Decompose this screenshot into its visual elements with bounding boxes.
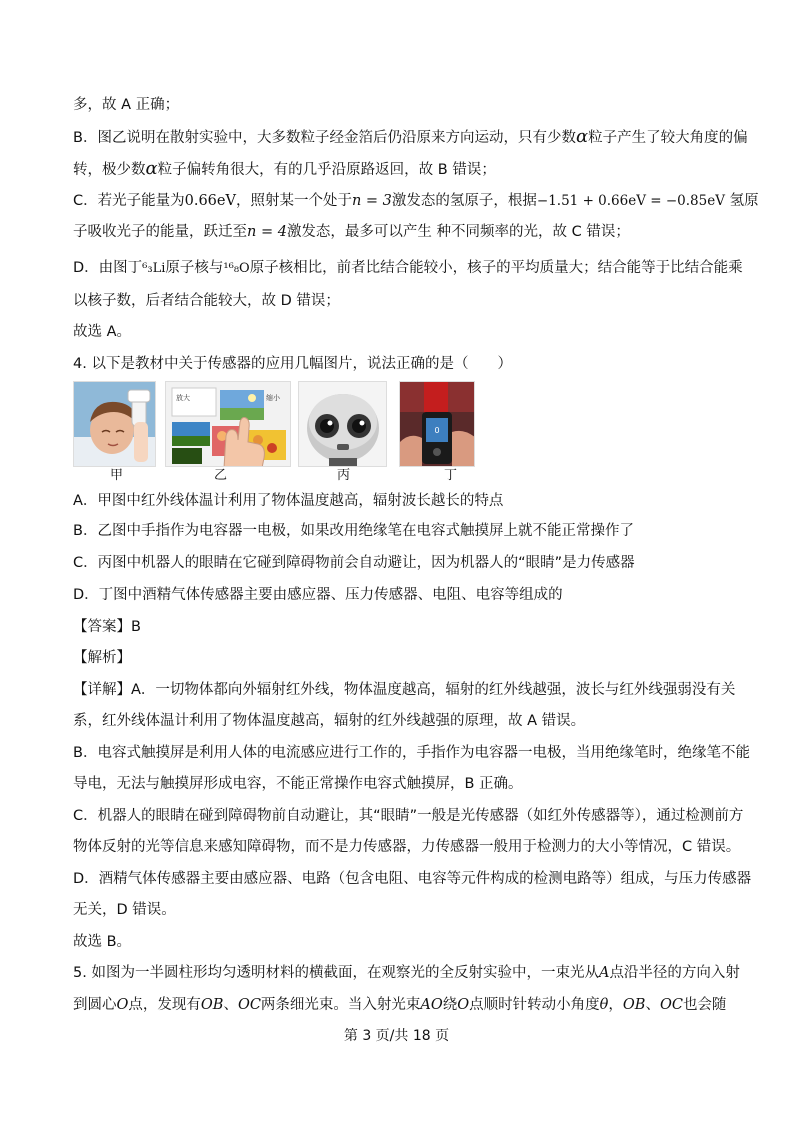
- alpha-symbol: α: [145, 158, 158, 179]
- caption-jia: 甲: [110, 468, 124, 483]
- nuclide-o: ¹⁶₈O: [223, 261, 250, 276]
- text: 原子核相比，前者比结合能较小，核子的平均质量大；结合能等于比结合能乘: [249, 260, 743, 276]
- caption-bing: 丙: [337, 468, 351, 483]
- text: 物体反射的光等信息来感知障碍物，而不是力传感器，力传感器一般用于检测力的大小等情况，C 错误。: [73, 839, 741, 855]
- question-5-stem: [73, 963, 740, 983]
- formula: 0.66eV: [184, 193, 236, 209]
- text-line: [73, 932, 131, 952]
- formula: n = 4: [247, 224, 287, 240]
- option-b: [73, 521, 634, 541]
- zoom-out-label: 缩小: [266, 394, 280, 402]
- text-line: [73, 127, 748, 148]
- text: 无关，D 错误。: [73, 902, 176, 918]
- text: 4. 以下是教材中关于传感器的应用几幅图片，说法正确的是（ ）: [73, 356, 512, 372]
- text-line: [73, 837, 740, 857]
- text: 子吸收光子的能量，跃迁至: [73, 224, 247, 240]
- meter-reading: 0: [434, 426, 440, 435]
- text-line: [73, 222, 630, 242]
- text-line: [73, 711, 585, 731]
- text: C．丙图中机器人的眼睛在它碰到障碍物前会自动避让，因为机器人的“眼睛”是力传感器: [73, 555, 635, 571]
- alpha-symbol: α: [575, 126, 589, 147]
- figure-jia-thermometer: [73, 381, 156, 467]
- text: 氢原: [729, 193, 759, 209]
- text: 点，发现有: [128, 997, 201, 1013]
- page-footer: 第 3 页/共 18 页: [343, 1028, 450, 1044]
- text: 5. 如图为一半圆柱形均匀透明材料的横截面，在观察光的全反射实验中，一束光从: [73, 965, 599, 981]
- text: D．酒精气体传感器主要由感应器、电路（包含电阻、电容等元件构成的检测电路等）组成，与压力传感器: [73, 871, 752, 887]
- text: 导电，无法与触摸屏形成电容，不能正常操作电容式触摸屏，B 正确。: [73, 776, 523, 792]
- text-line: [73, 258, 743, 279]
- answer: [73, 617, 141, 637]
- point-label: O: [116, 997, 129, 1013]
- figure-yi-touchscreen: [165, 381, 291, 467]
- text-line: [73, 159, 496, 180]
- text-line: [73, 869, 751, 889]
- text: 粒子偏转角很大，有的几乎沿原路返回，故 B 错误；: [157, 162, 496, 178]
- text-line: [73, 95, 179, 115]
- sensor-figures: [73, 381, 503, 467]
- point-label: O: [457, 997, 470, 1013]
- text: D．丁图中酒精气体传感器主要由感应器、压力传感器、电阻、电容等组成的: [73, 587, 563, 603]
- text-line: [73, 191, 759, 211]
- text: 【答案】B: [73, 619, 141, 635]
- text: B．乙图中手指作为电容器一电极，如果改用绝缘笔在电容式触摸屏上就不能正常操作了: [73, 523, 634, 539]
- text: B．电容式触摸屏是利用人体的电流感应进行工作的，手指作为电容器一电极，当用绝缘笔时，绝缘笔不能: [73, 745, 750, 761]
- analysis-heading: [73, 648, 131, 668]
- text: C．若光子能量为: [73, 193, 185, 209]
- text: 【解析】: [73, 650, 131, 666]
- nuclide-li: ⁶₃Li: [142, 261, 166, 276]
- text: 绕: [442, 997, 458, 1013]
- text: ，: [608, 997, 623, 1013]
- text: D．由图丁: [73, 260, 143, 276]
- text-line: [73, 680, 735, 700]
- beam-label: OC: [659, 997, 683, 1013]
- text: 激发态的氢原子，根据: [391, 193, 537, 209]
- text: 两条细光束。当入射光束: [260, 997, 421, 1013]
- caption-yi: 乙: [214, 468, 228, 483]
- text-line: [73, 774, 523, 794]
- text-line: [73, 322, 131, 342]
- text: 点沿半径的方向入射: [609, 965, 740, 981]
- text-line: [73, 743, 750, 763]
- figure-ding-alcohol-sensor: [399, 381, 475, 467]
- text: 粒子产生了较大角度的偏: [588, 130, 748, 146]
- beam-label: AO: [420, 997, 443, 1013]
- text: A．甲图中红外线体温计利用了物体温度越高，辐射波长越长的特点: [73, 493, 504, 509]
- text: 故选 A。: [73, 324, 132, 340]
- text: 原子核与: [165, 260, 224, 276]
- point-label: A: [598, 965, 610, 981]
- text: B．图乙说明在散射实验中，大多数粒子经金箔后仍沿原来方向运动，只有少数: [73, 130, 576, 146]
- formula: −1.51 + 0.66eV = −0.85eV: [536, 193, 725, 209]
- text: 、: [645, 997, 660, 1013]
- beam-label: OB: [622, 997, 646, 1013]
- question-4-stem: [73, 354, 512, 374]
- option-a: [73, 491, 503, 511]
- option-c: [73, 553, 635, 573]
- text: 到圆心: [73, 997, 117, 1013]
- text: 激发态，最多可以产生 种不同频率的光，故 C 错误；: [286, 224, 630, 240]
- text-line: [73, 806, 743, 826]
- text: 系，红外线体温计利用了物体温度越高，辐射的红外线越强的原理，故 A 错误。: [73, 713, 586, 729]
- figure-bing-robot: [298, 381, 387, 467]
- text: 、: [223, 997, 238, 1013]
- zoom-in-label: 放大: [176, 394, 190, 402]
- text-line: [73, 995, 726, 1015]
- text-line: [73, 900, 176, 920]
- beam-label: OC: [237, 997, 261, 1013]
- text: 点顺时针转动小角度: [469, 997, 600, 1013]
- text: 多，故 A 正确；: [73, 97, 180, 113]
- formula: n = 3: [351, 193, 392, 209]
- text: 也会随: [682, 997, 727, 1013]
- option-d: [73, 585, 563, 605]
- text: 以核子数，后者结合能较大，故 D 错误；: [73, 293, 340, 309]
- angle-symbol: θ: [599, 997, 609, 1013]
- text: 【详解】A．一切物体都向外辐射红外线，物体温度越高，辐射的红外线越强，波长与红外线强弱没有关: [73, 682, 736, 698]
- text: C．机器人的眼睛在碰到障碍物前自动避让，其“眼睛”一般是光传感器（如红外传感器等），通过检测前方: [73, 808, 744, 824]
- text: ，照射某一个处于: [235, 193, 352, 209]
- text: 故选 B。: [73, 934, 132, 950]
- caption-ding: 丁: [444, 468, 458, 483]
- text: 转，极少数: [73, 162, 146, 178]
- beam-label: OB: [200, 997, 224, 1013]
- text-line: [73, 291, 340, 311]
